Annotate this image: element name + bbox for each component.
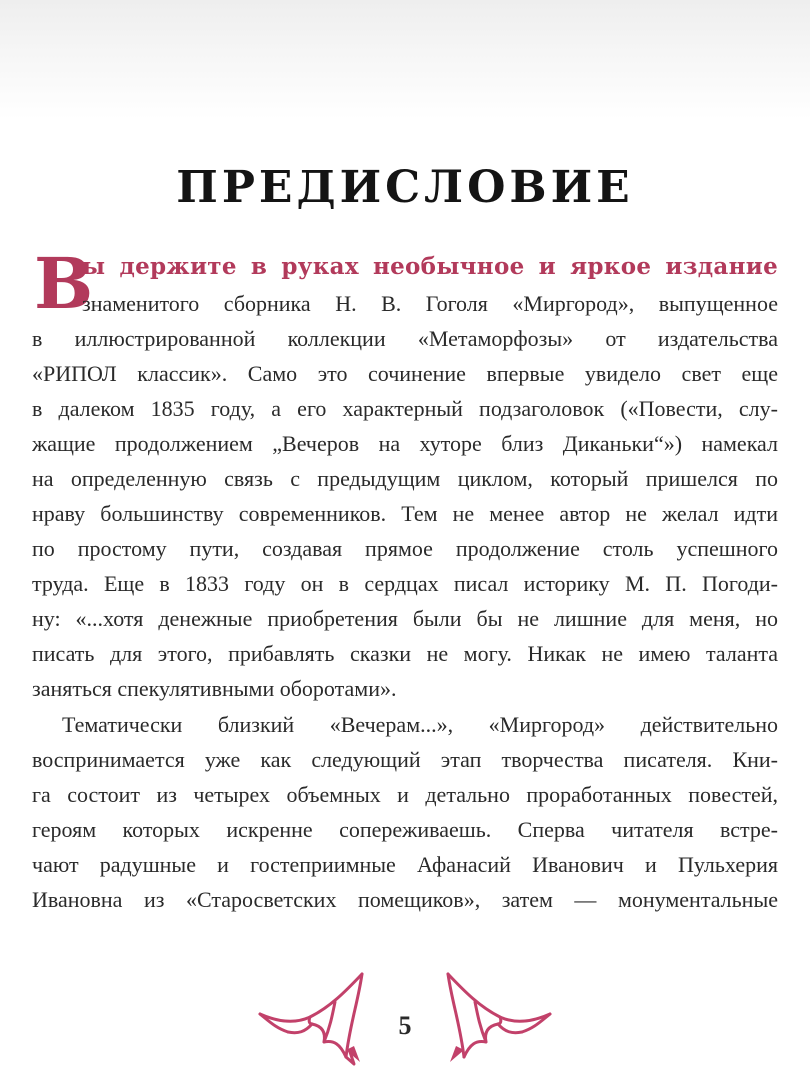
paragraph-line: воспринимается уже как следующий этап творчества писателя. Кни- <box>32 747 778 772</box>
paragraph-line: труда. Еще в 1833 году он в сердцах писал историку М. П. Погоди- <box>32 571 778 596</box>
right-wing-ornament <box>440 962 560 1072</box>
paragraph-line: писать для этого, прибавлять сказки не могу. Никак не имею таланта <box>32 641 778 666</box>
paragraph-line: жащие продолжением „Вечеров на хуторе близ Диканьки“») намекал <box>32 431 778 456</box>
paragraph-line: знаменитого сборника Н. В. Гоголя «Миргород», выпущенное <box>82 291 778 316</box>
paragraph-line: героям которых искренне сопереживаешь. Сперва читателя встре- <box>32 817 778 842</box>
paragraph-line: га состоит из четырех объемных и детально проработанных повестей, <box>32 782 778 807</box>
paragraph-line: в далеком 1835 году, а его характерный подзаголовок («Повести, слу- <box>32 396 778 421</box>
paragraph-line: Ивановна из «Старосветских помещиков», затем — монументальные <box>32 887 778 912</box>
paragraph-line: заняться спекулятивными оборотами». <box>32 676 397 701</box>
page-number: 5 <box>398 1011 412 1040</box>
lead-line: ы держите в руках необычное и яркое издание <box>82 253 778 280</box>
paragraph-line: нраву большинству современников. Тем не менее автор не желал идти <box>32 501 778 526</box>
drop-cap: В <box>34 242 94 325</box>
paragraph-line: ну: «...хотя денежные приобретения были бы не лишние для меня, но <box>32 606 778 631</box>
left-wing-ornament <box>250 962 370 1072</box>
paragraph-line: на определенную связь с предыдущим циклом, который пришелся по <box>32 466 778 491</box>
paragraph-line: Тематически близкий «Вечерам...», «Миргород» действительно <box>62 712 778 737</box>
paragraph-line: по простому пути, создавая прямое продолжение столь успешного <box>32 536 778 561</box>
paragraph-line: в иллюстрированной коллекции «Метаморфозы» от издательства <box>32 326 778 351</box>
paragraph-line: чают радушные и гостеприимные Афанасий Иванович и Пульхерия <box>32 852 778 877</box>
page-title: ПРЕДИСЛОВИЕ <box>176 162 634 213</box>
paragraph-line: «РИПОЛ классик». Само это сочинение впервые увидело свет еще <box>32 361 778 386</box>
